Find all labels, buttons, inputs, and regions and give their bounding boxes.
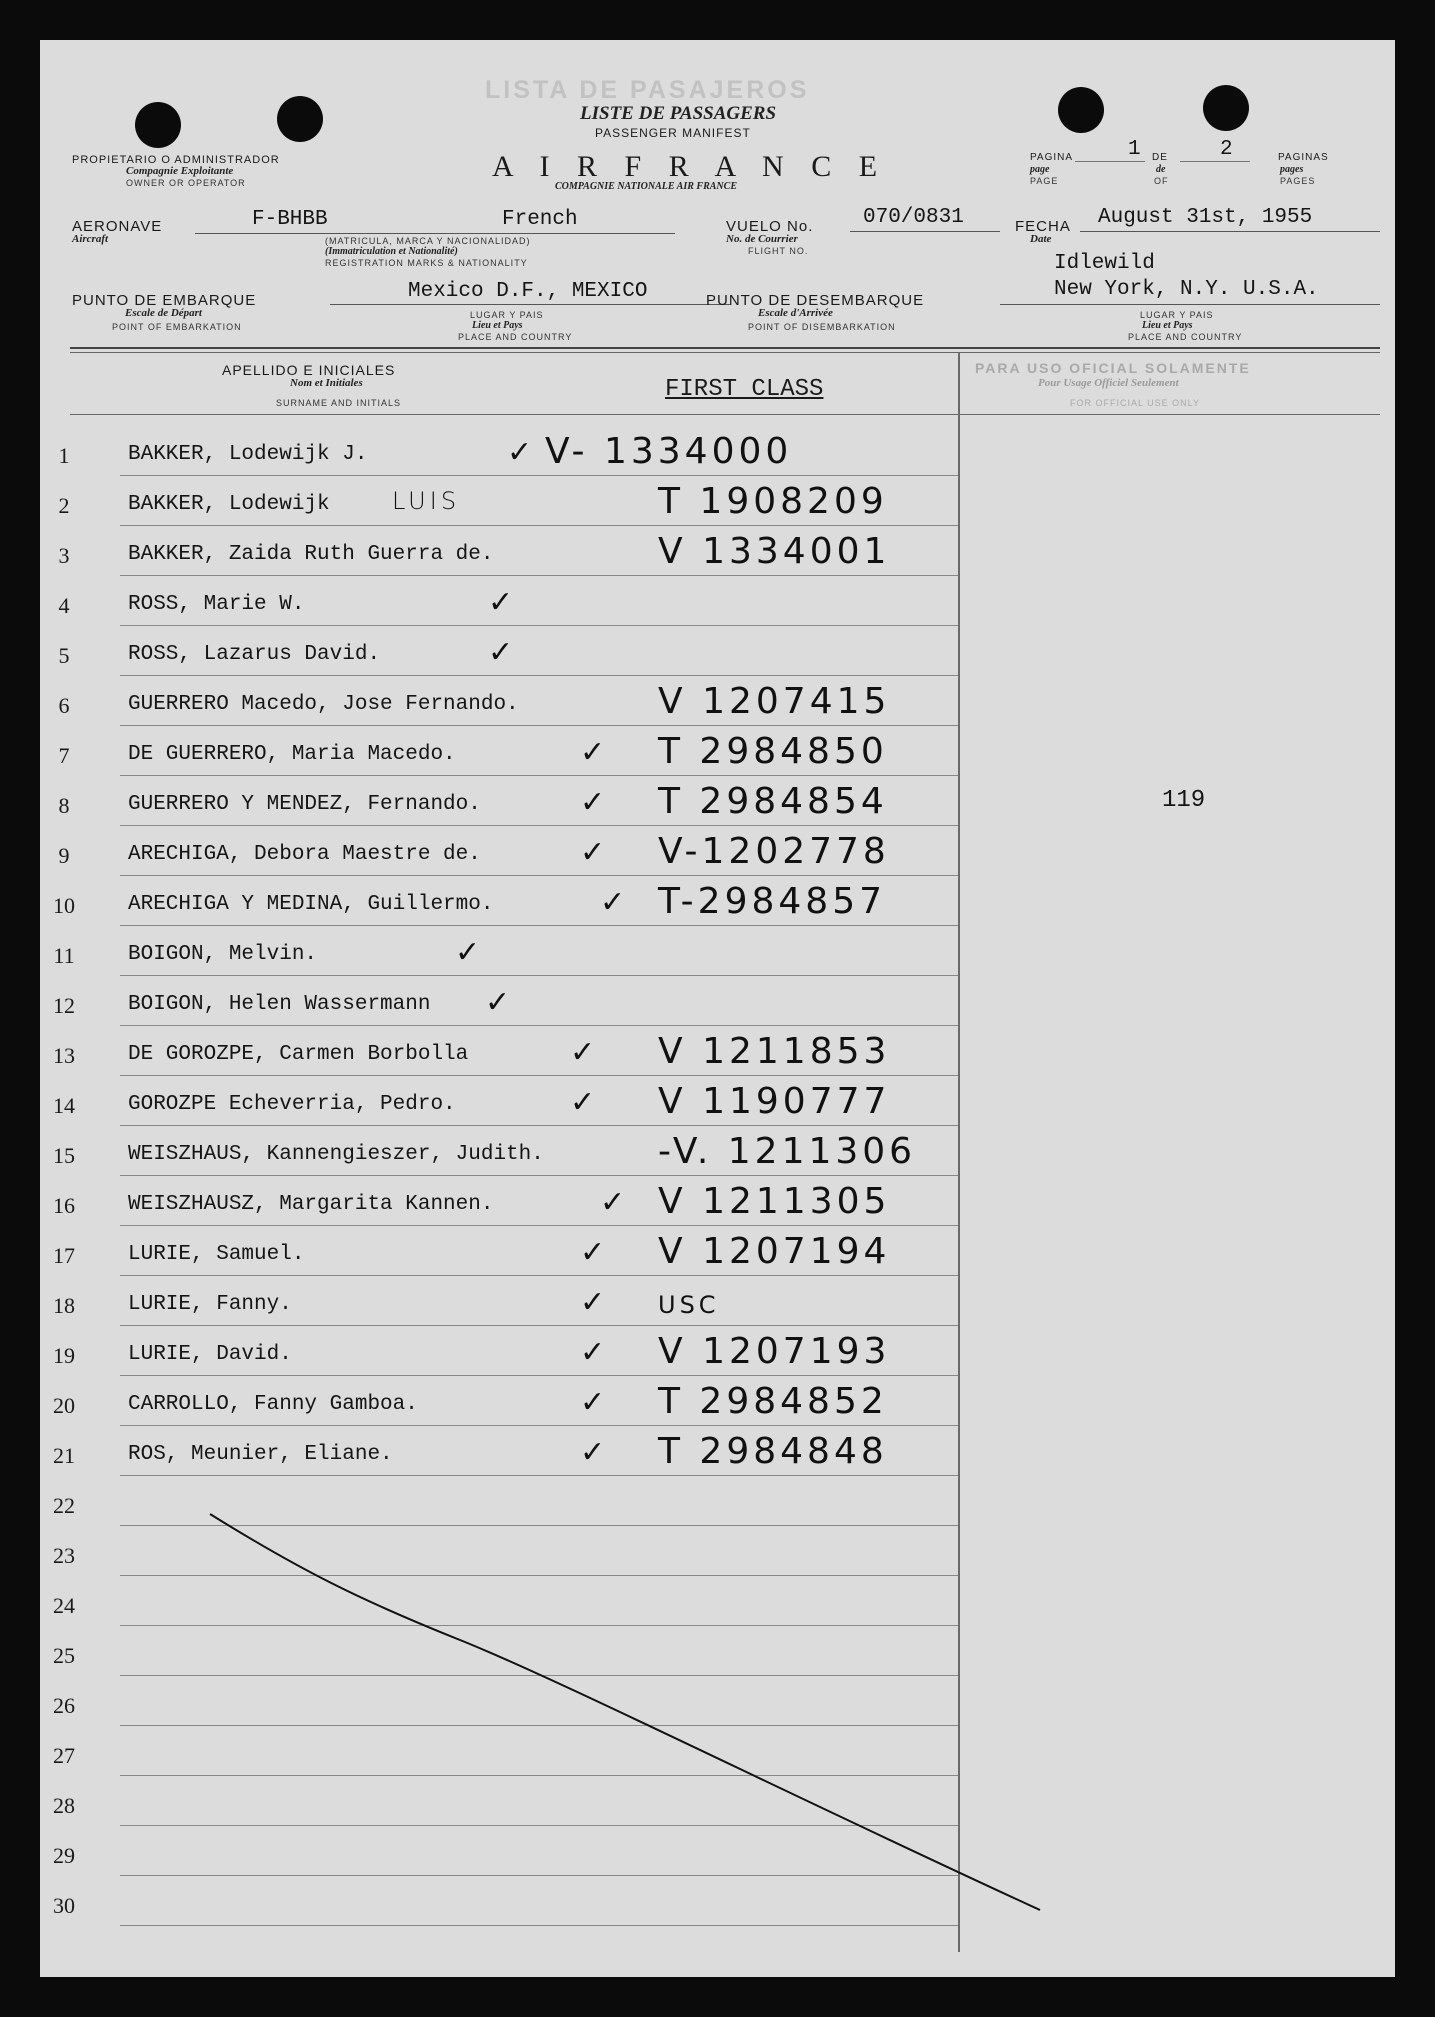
row-number: 9 — [58, 843, 70, 868]
document-number: V 1211305 — [658, 1181, 891, 1222]
col-names-fr: Nom et Initiales — [290, 377, 363, 389]
passenger-name: ROS, Meunier, Eliane. — [128, 1443, 393, 1466]
airline-subtitle: COMPAGNIE NATIONALE AIR FRANCE — [555, 181, 737, 192]
row-number: 11 — [53, 943, 75, 968]
passenger-name: DE GOROZPE, Carmen Borbolla — [128, 1043, 469, 1066]
document-number: V- 1334000 — [545, 431, 793, 472]
row-number: 12 — [53, 993, 75, 1018]
row-number: 13 — [53, 1043, 75, 1068]
document-number: V 1207415 — [658, 681, 891, 722]
fecha-label: FECHA — [1015, 218, 1071, 235]
row-number: 30 — [53, 1893, 75, 1918]
title-french: LISTE DE PASSAGERS — [580, 103, 777, 124]
check-mark: ✓ — [580, 1235, 606, 1270]
document-number: V 1190777 — [658, 1081, 891, 1122]
row-number: 22 — [53, 1493, 75, 1518]
desembarque-label-en: POINT OF DISEMBARKATION — [748, 322, 896, 332]
check-mark: ✓ — [488, 585, 514, 620]
document-number: V 1207194 — [658, 1231, 891, 1272]
owner-label-es: PROPIETARIO O ADMINISTRADOR — [72, 154, 280, 166]
row-number: 2 — [58, 493, 70, 518]
passenger-name: WEISZHAUSZ, Margarita Kannen. — [128, 1193, 494, 1216]
check-mark: ✓ — [570, 1035, 596, 1070]
row-number: 4 — [58, 593, 70, 618]
owner-label-en: OWNER OR OPERATOR — [126, 178, 246, 188]
document-number: -V. 1211306 — [658, 1131, 917, 1172]
manifest-sheet — [40, 40, 1395, 1977]
cancel-diagonal-line — [40, 40, 1395, 1977]
check-mark: ✓ — [580, 1335, 606, 1370]
page-label-fr: page — [1030, 164, 1050, 175]
passenger-name: LURIE, David. — [128, 1343, 292, 1366]
document-number: T 2984854 — [658, 781, 888, 822]
col-class-header: FIRST CLASS — [665, 376, 824, 403]
passenger-name: GUERRERO Macedo, Jose Fernando. — [128, 693, 519, 716]
owner-label-fr: Compagnie Exploitante — [126, 165, 234, 177]
col-names-es: APELLIDO E INICIALES — [222, 362, 396, 378]
flight-no-label: FLIGHT NO. — [748, 246, 809, 256]
embarque-label-fr: Escale de Départ — [125, 307, 202, 319]
passenger-name: BAKKER, Lodewijk — [128, 493, 330, 516]
check-mark: ✓ — [600, 885, 626, 920]
title-english: PASSENGER MANIFEST — [595, 126, 751, 140]
passenger-name: BAKKER, Lodewijk J. — [128, 443, 368, 466]
row-number: 15 — [53, 1143, 75, 1168]
check-mark: ✓ — [580, 1385, 606, 1420]
passenger-name: LURIE, Samuel. — [128, 1243, 305, 1266]
aircraft-label: Aircraft — [72, 233, 109, 245]
row-number: 7 — [58, 743, 70, 768]
passenger-name: GUERRERO Y MENDEZ, Fernando. — [128, 793, 481, 816]
row-number: 29 — [53, 1843, 75, 1868]
desembarque-label-fr: Escale d'Arrivée — [758, 307, 833, 319]
passenger-name: ROSS, Lazarus David. — [128, 643, 381, 666]
row-number: 10 — [53, 893, 75, 918]
row-number: 19 — [53, 1343, 75, 1368]
paginas-label: PAGINAS — [1278, 152, 1329, 163]
col-official-fr: Pour Usage Officiel Seulement — [1038, 377, 1179, 389]
document-number: T 1908209 — [658, 481, 888, 522]
registration-label-fr: (Immatriculation et Nationalité) — [325, 246, 458, 257]
passenger-name: BOIGON, Melvin. — [128, 943, 318, 966]
check-mark: ✓ — [580, 1285, 606, 1320]
disembarkation-city: New York, N.Y. U.S.A. — [1054, 278, 1319, 301]
place-label-2: PLACE AND COUNTRY — [1128, 332, 1243, 342]
passenger-name: ROSS, Marie W. — [128, 593, 305, 616]
row-number: 18 — [53, 1293, 75, 1318]
check-mark: ✓ — [580, 1435, 606, 1470]
check-mark: ✓ — [580, 785, 606, 820]
check-mark: ✓ — [488, 635, 514, 670]
flight-number: 070/0831 — [863, 206, 964, 229]
desembarque-label: PUNTO DE DESEMBARQUE — [706, 292, 925, 309]
document-number: T 2984850 — [658, 731, 888, 772]
row-number: 23 — [53, 1543, 75, 1568]
row-number: 27 — [53, 1743, 75, 1768]
row-number: 17 — [53, 1243, 75, 1268]
document-number: USC — [658, 1291, 720, 1319]
page-number: 1 — [1128, 138, 1141, 161]
title-spanish: LISTA DE PASAJEROS — [485, 76, 810, 104]
check-mark: ✓ — [570, 1085, 596, 1120]
row-number: 14 — [53, 1093, 75, 1118]
row-number: 20 — [53, 1393, 75, 1418]
aeronave-label: AERONAVE — [72, 218, 163, 235]
row-number: 5 — [58, 643, 70, 668]
place-label: PLACE AND COUNTRY — [458, 332, 573, 342]
document-number: T 2984852 — [658, 1381, 888, 1422]
page-label-en: PAGE — [1030, 176, 1059, 186]
de-label-fr: de — [1156, 164, 1166, 175]
row-number: 26 — [53, 1693, 75, 1718]
document-number: T 2984848 — [658, 1431, 888, 1472]
document-number: V 1211853 — [658, 1031, 891, 1072]
row-number: 16 — [53, 1193, 75, 1218]
flight-date: August 31st, 1955 — [1098, 206, 1313, 229]
embarque-label-en: POINT OF EMBARKATION — [112, 322, 242, 332]
airline-name: A I R F R A N C E — [492, 150, 888, 183]
handwritten-correction: LUIS — [392, 487, 461, 515]
de-label-en: OF — [1154, 176, 1169, 186]
row-number: 6 — [58, 693, 70, 718]
passenger-name: DE GUERRERO, Maria Macedo. — [128, 743, 456, 766]
passenger-name: ARECHIGA, Debora Maestre de. — [128, 843, 481, 866]
passenger-name: BOIGON, Helen Wassermann — [128, 993, 431, 1016]
paginas-label-en: PAGES — [1280, 176, 1316, 186]
document-number: V 1334001 — [658, 531, 891, 572]
col-official-es: PARA USO OFICIAL SOLAMENTE — [975, 360, 1251, 376]
row-number: 8 — [58, 793, 70, 818]
registration-label-es: (MATRICULA, MARCA Y NACIONALIDAD) — [325, 236, 531, 246]
lugar-label-2: LUGAR Y PAIS — [1140, 310, 1214, 320]
document-number: V 1207193 — [658, 1331, 891, 1372]
aircraft-registration: F-BHBB — [252, 208, 328, 231]
courrier-label: No. de Courrier — [726, 233, 798, 245]
row-number: 1 — [58, 443, 70, 468]
row-number: 25 — [53, 1643, 75, 1668]
lieu-label: Lieu et Pays — [472, 320, 523, 331]
passenger-name: GOROZPE Echeverria, Pedro. — [128, 1093, 456, 1116]
registration-label-en: REGISTRATION MARKS & NATIONALITY — [325, 258, 528, 268]
paginas-label-fr: pages — [1280, 164, 1304, 175]
lugar-label: LUGAR Y PAIS — [470, 310, 544, 320]
document-number: V-1202778 — [658, 831, 890, 872]
check-mark: ✓ — [455, 935, 481, 970]
row-number: 24 — [53, 1593, 75, 1618]
aircraft-nationality: French — [502, 208, 578, 231]
passenger-name: WEISZHAUS, Kannengieszer, Judith. — [128, 1143, 544, 1166]
row-number: 3 — [58, 543, 70, 568]
passenger-name: CARROLLO, Fanny Gamboa. — [128, 1393, 418, 1416]
disembarkation-airport: Idlewild — [1054, 252, 1155, 275]
row-number: 21 — [53, 1443, 75, 1468]
vuelo-label: VUELO No. — [726, 218, 814, 235]
check-mark: ✓ — [507, 435, 533, 470]
embarkation-place: Mexico D.F., MEXICO — [408, 280, 648, 303]
row-number: 28 — [53, 1793, 75, 1818]
de-label: DE — [1152, 152, 1168, 163]
col-official-en: FOR OFFICIAL USE ONLY — [1070, 398, 1201, 408]
official-use-note: 119 — [1162, 787, 1206, 814]
check-mark: ✓ — [600, 1185, 626, 1220]
check-mark: ✓ — [485, 985, 511, 1020]
page-total: 2 — [1220, 138, 1233, 161]
embarque-label: PUNTO DE EMBARQUE — [72, 292, 257, 309]
passenger-name: BAKKER, Zaida Ruth Guerra de. — [128, 543, 494, 566]
date-label: Date — [1030, 233, 1052, 245]
check-mark: ✓ — [580, 735, 606, 770]
pagina-label: PAGINA — [1030, 152, 1074, 163]
col-names-en: SURNAME AND INITIALS — [276, 398, 402, 408]
passenger-name: LURIE, Fanny. — [128, 1293, 292, 1316]
passenger-name: ARECHIGA Y MEDINA, Guillermo. — [128, 893, 494, 916]
check-mark: ✓ — [580, 835, 606, 870]
lieu-label-2: Lieu et Pays — [1142, 320, 1193, 331]
document-number: T-2984857 — [658, 881, 887, 922]
